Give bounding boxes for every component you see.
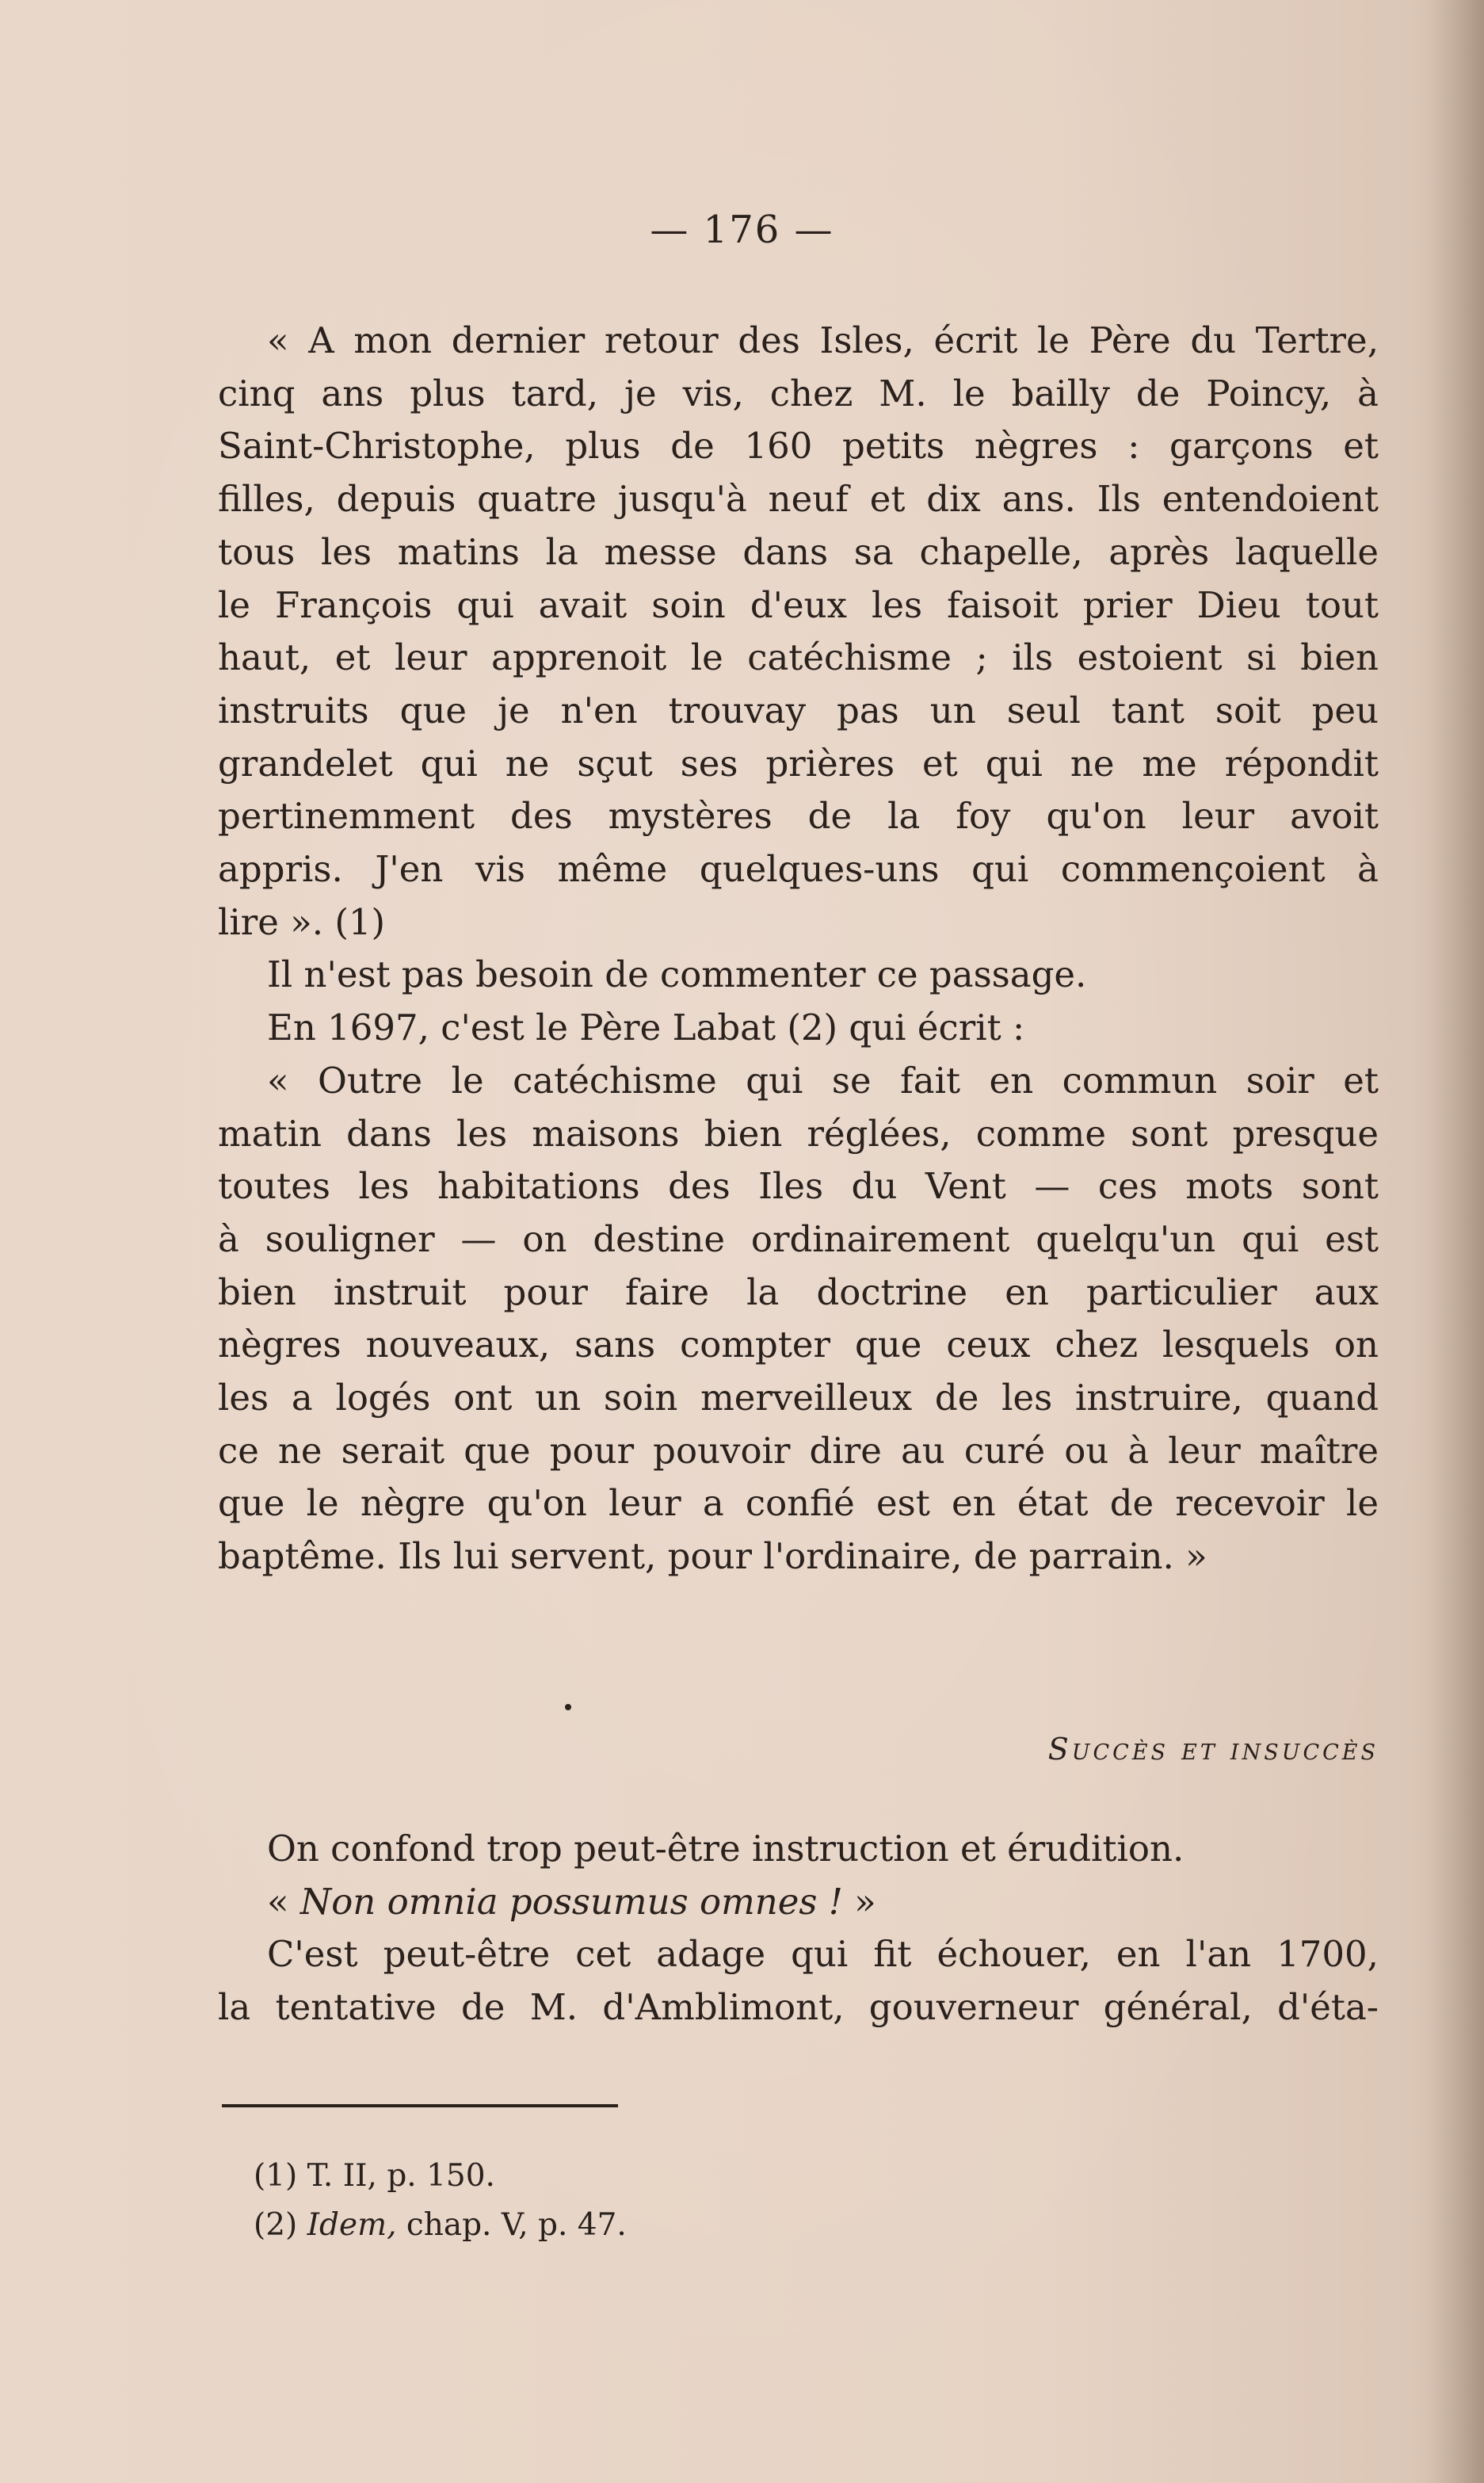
body-text-section (218, 1823, 1379, 2034)
quote-close: » (842, 1880, 876, 1923)
page-number: — 176 — (650, 208, 834, 252)
text-line: matin dans les maisons bien réglées, comme sont presque (218, 1112, 1379, 1155)
text-line: appris. J'en vis même quelques-uns qui commençoient à (218, 848, 1379, 891)
paragraph-commentary: Il n'est pas besoin de commenter ce passage. (267, 953, 1087, 996)
footnote-1: (1) T. II, p. 150. (254, 2158, 495, 2194)
text-line: filles, depuis quatre jusqu'à neuf et dix ans. Ils entendoient (218, 478, 1379, 521)
text-line: « A mon dernier retour des Isles, écrit le Père du Tertre, (267, 319, 1379, 361)
paragraph-tertre-quote (218, 315, 1379, 949)
paragraph-instruction: On confond trop peut-être instruction et érudition. (267, 1828, 1185, 1870)
text-line: nègres nouveaux, sans compter que ceux chez lesquels on (218, 1324, 1379, 1366)
text-line: la tentative de M. d'Amblimont, gouverneur général, d'éta- (218, 1986, 1379, 2029)
text-line: lire ». (1) (218, 900, 386, 943)
footnote-2-detail: chap. V, p. 47. (396, 2207, 627, 2243)
paragraph-labat-intro: En 1697, c'est le Père Labat (2) qui écrit : (267, 1007, 1025, 1049)
text-line: instruits que je n'en trouvay pas un seul tant soit peu (218, 689, 1379, 732)
footnote-rule (222, 2104, 618, 2107)
text-line: bien instruit pour faire la doctrine en particulier aux (218, 1270, 1379, 1313)
latin-quote: Non omnia possumus omnes ! (299, 1880, 843, 1923)
text-line: C'est peut-être cet adage qui fit échouer, en l'an 1700, (267, 1933, 1379, 1976)
text-line: toutes les habitations des Iles du Vent — ces mots sont (218, 1165, 1379, 1208)
text-line: baptême. Ils lui servent, pour l'ordinaire, de parrain. » (218, 1535, 1207, 1578)
text-line: haut, et leur apprenoit le catéchisme ; ils estoient si bien (218, 636, 1379, 679)
text-line: le François qui avait soin d'eux les faisoit prier Dieu tout (218, 583, 1379, 626)
text-line: grandelet qui ne sçut ses prières et qui ne me répondit (218, 742, 1379, 785)
paragraph-latin-adage (218, 1876, 1379, 1929)
section-title: Succès et insuccès (1047, 1732, 1379, 1767)
ink-dot (565, 1704, 571, 1710)
text-line: tous les matins la messe dans sa chapelle, après laquelle (218, 530, 1379, 573)
text-line: pertinemment des mystères de la foy qu'on leur avoit (218, 795, 1379, 838)
footnotes (254, 2152, 627, 2250)
page-edge-shadow (1429, 0, 1484, 2483)
text-line: les a logés ont un soin merveilleux de les instruire, quand (218, 1377, 1379, 1419)
footnote-2-reference: Idem, (307, 2207, 397, 2243)
quote-open: « (267, 1880, 300, 1923)
footnote-2-number: (2) (254, 2207, 307, 2243)
text-line: ce ne serait que pour pouvoir dire au curé ou à leur maître (218, 1429, 1379, 1472)
text-line: à souligner — on destine ordinairement quelqu'un qui est (218, 1217, 1379, 1260)
text-line: que le nègre qu'on leur a confié est en état de recevoir le (218, 1482, 1379, 1525)
text-line: cinq ans plus tard, je vis, chez M. le bailly de Poincy, à (218, 372, 1379, 414)
text-line: « Outre le catéchisme qui se fait en commun soir et (267, 1059, 1379, 1102)
body-text (218, 315, 1379, 1583)
paragraph-labat-quote (218, 1055, 1379, 1583)
text-line: Saint-Christophe, plus de 160 petits nègres : garçons et (218, 425, 1379, 468)
footnote-2 (254, 2201, 627, 2250)
